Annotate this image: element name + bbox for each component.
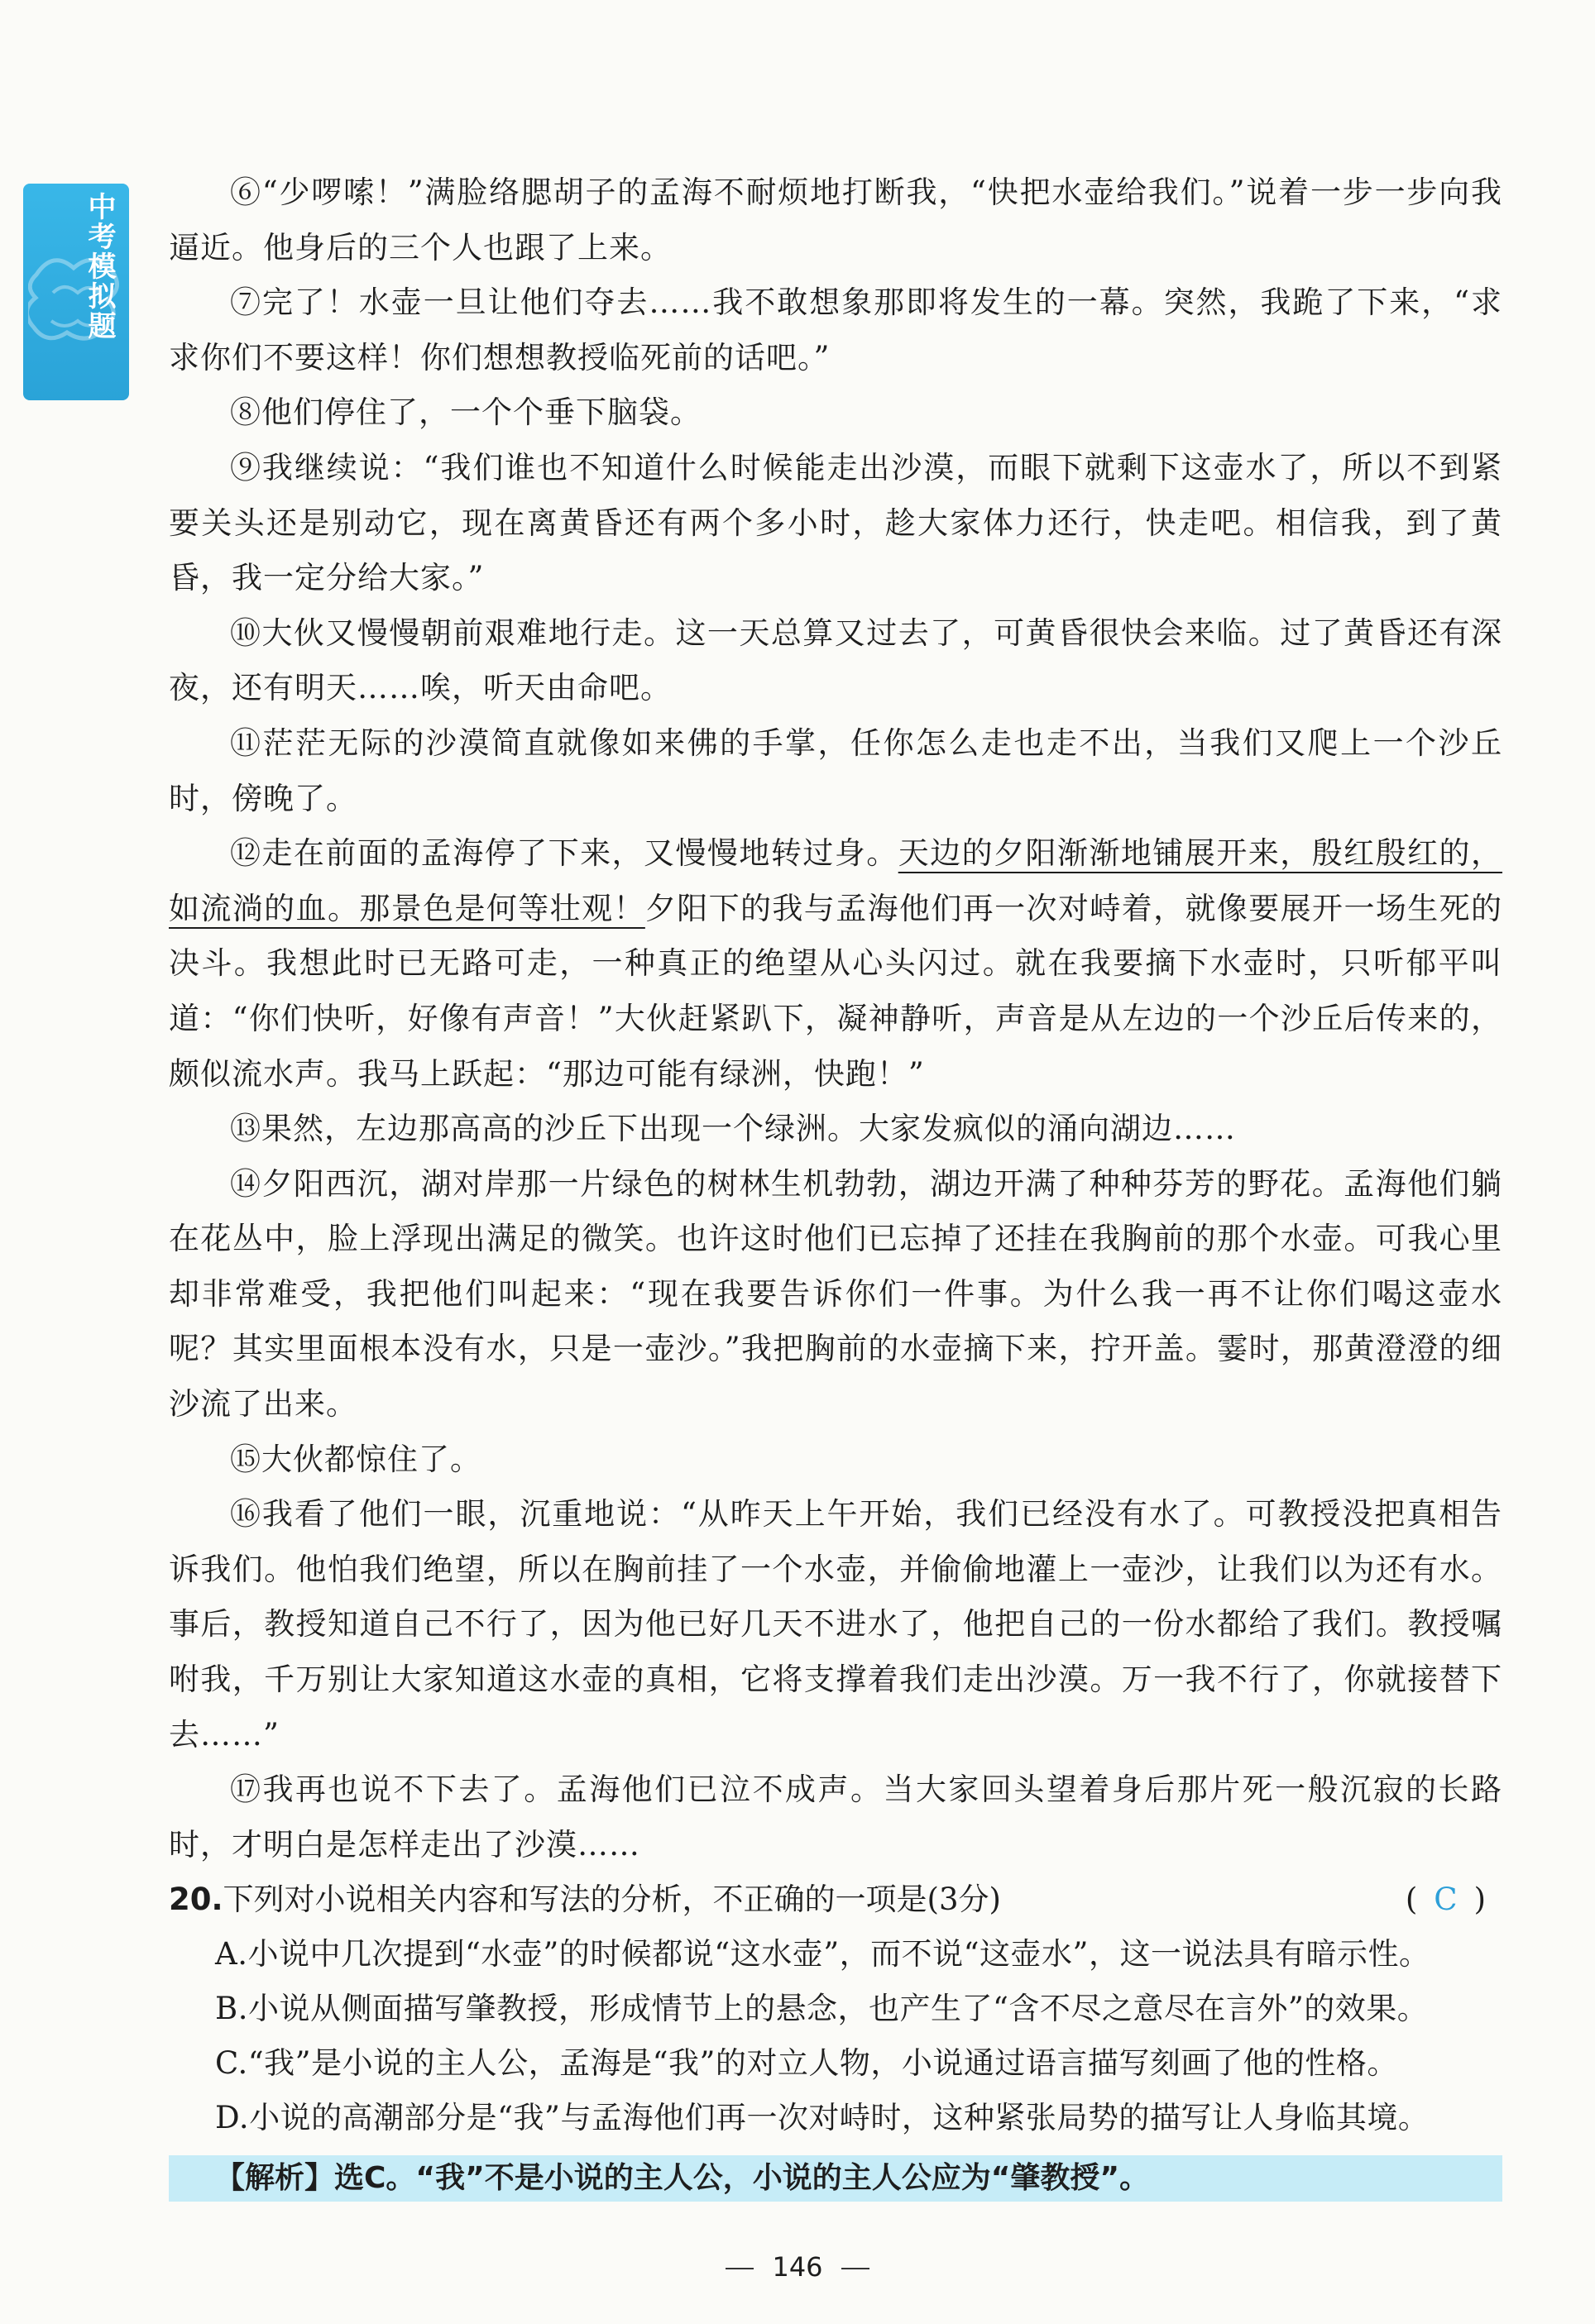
option-c: C.“我”是小说的主人公，孟海是“我”的对立人物，小说通过语言描写刻画了他的性格。 <box>215 2045 1398 2082</box>
paragraph-12-rest: 夕阳下的我与孟海他们再一次对峙着，就像要展开一场生死的决斗。我想此时已无路可走，一种真正的绝望从心头闪过。就在我要摘下水壶时，只听郁平叫道：“你们快听，好像有声音！”大伙赶紧趴下，凝神静听，声音是从左边的一个沙丘后传来的，颇似流水声。我马上跃起：“那边可能有绿洲，快跑！” <box>169 890 1503 1092</box>
answer-open: ( <box>1405 1882 1435 1918</box>
analysis-label: 【解析】 <box>215 2161 335 2196</box>
page-dash-left <box>726 2268 754 2269</box>
answer-box <box>1406 1872 1502 1927</box>
answer-letter: C <box>1434 1882 1474 1918</box>
paragraph-9: ⑨我继续说：“我们谁也不知道什么时候能走出沙漠，而眼下就剩下这壶水了，所以不到紧要关头还是别动它，现在离黄昏还有两个多小时，趁大家体力还行，快走吧。相信我，到了黄昏，我一定分给大家。” <box>169 449 1502 596</box>
paragraph-11: ⑪茫茫无际的沙漠简直就像如来佛的手掌，任你怎么走也走不出，当我们又爬上一个沙丘时，傍晚了。 <box>169 724 1502 816</box>
page-dash-right <box>841 2268 869 2269</box>
paragraph-6: ⑥“少啰嗦！”满脸络腮胡子的孟海不耐烦地打断我，“快把水壶给我们。”说着一步一步向我逼近。他身后的三个人也跟了上来。 <box>169 175 1502 265</box>
underlined-sentence: 天边的夕阳渐渐地铺展开来，殷红殷红的，如流淌的血。那景色是何等壮观！ <box>169 835 1503 926</box>
paragraph-13: ⑬果然，左边那高高的沙丘下出现一个绿洲。大家发疯似的涌向湖边…… <box>230 1111 1236 1147</box>
paragraph-17: ⑰我再也说不下去了。孟海他们已泣不成声。当大家回头望着身后那片死一般沉寂的长路时，才明白是怎样走出了沙漠…… <box>169 1772 1502 1863</box>
paragraph-16: ⑯我看了他们一眼，沉重地说：“从昨天上午开始，我们已经没有水了。可教授没把真相告诉我们。他怕我们绝望，所以在胸前挂了一个水壶，并偷偷地灌上一壶沙，让我们以为还有水。事后，教授知道自己不行了，因为他已好几天不进水了，他把自己的一份水都给了我们。教授嘱咐我，千万别让大家知道这水壶的真相，它将支撑着我们走出沙漠。万一我不行了，你就接替下去……” <box>169 1496 1502 1753</box>
answer-close: ) <box>1473 1882 1502 1918</box>
page-number <box>0 2251 1595 2283</box>
paragraph-7: ⑦完了！水壶一旦让他们夺去……我不敢想象那即将发生的一幕。突然，我跪了下来，“求求你们不要这样！你们想想教授临死前的话吧。” <box>169 285 1502 375</box>
page-number-value: 146 <box>772 2251 823 2283</box>
question-text: 下列对小说相关内容和写法的分析，不正确的一项是(3分) <box>223 1882 1001 1918</box>
paragraph-14: ⑭夕阳西沉，湖对岸那一片绿色的树林生机勃勃，湖边开满了种种芬芳的野花。孟海他们躺在花丛中，脸上浮现出满足的微笑。也许这时他们已忘掉了还挂在我胸前的那个水壶。可我心里却非常难受，我把他们叫起来：“现在我要告诉你们一件事。为什么我一再不让你们喝这壶水呢？其实里面根本没有水，只是一壶沙。”我把胸前的水壶摘下来，拧开盖。霎时，那黄澄澄的细沙流了出来。 <box>169 1165 1502 1423</box>
paragraph-8: ⑧他们停住了，一个个垂下脑袋。 <box>230 395 702 431</box>
paragraph-12 <box>169 826 1502 1102</box>
paragraph-10: ⑩大伙又慢慢朝前艰难地行走。这一天总算又过去了，可黄昏很快会来临。过了黄昏还有深夜，还有明天……唉，听天由命吧。 <box>169 614 1502 706</box>
option-b: B.小说从侧面描写肇教授，形成情节上的悬念，也产生了“含不尽之意尽在言外”的效果。 <box>215 1991 1429 2027</box>
paragraph-15: ⑮大伙都惊住了。 <box>230 1441 481 1477</box>
option-d: D.小说的高潮部分是“我”与孟海他们再一次对峙时，这种紧张局势的描写让人身临其境。 <box>215 2100 1430 2136</box>
option-a: A.小说中几次提到“水壶”的时候都说“这水壶”，而不说“这壶水”，这一说法具有暗示性。 <box>215 1936 1430 1973</box>
question-20 <box>169 1872 1502 1927</box>
analysis-bar <box>169 2155 1502 2202</box>
analysis-text: 选C。“我”不是小说的主人公，小说的主人公应为“肇教授”。 <box>334 2161 1150 2196</box>
section-tab-label: 中考模拟题 <box>83 192 116 341</box>
article-body <box>169 165 1502 2202</box>
question-number: 20. <box>169 1882 223 1918</box>
paragraph-12-lead: ⑫走在前面的孟海停了下来，又慢慢地转过身。 <box>230 835 898 872</box>
section-tab <box>23 184 129 400</box>
